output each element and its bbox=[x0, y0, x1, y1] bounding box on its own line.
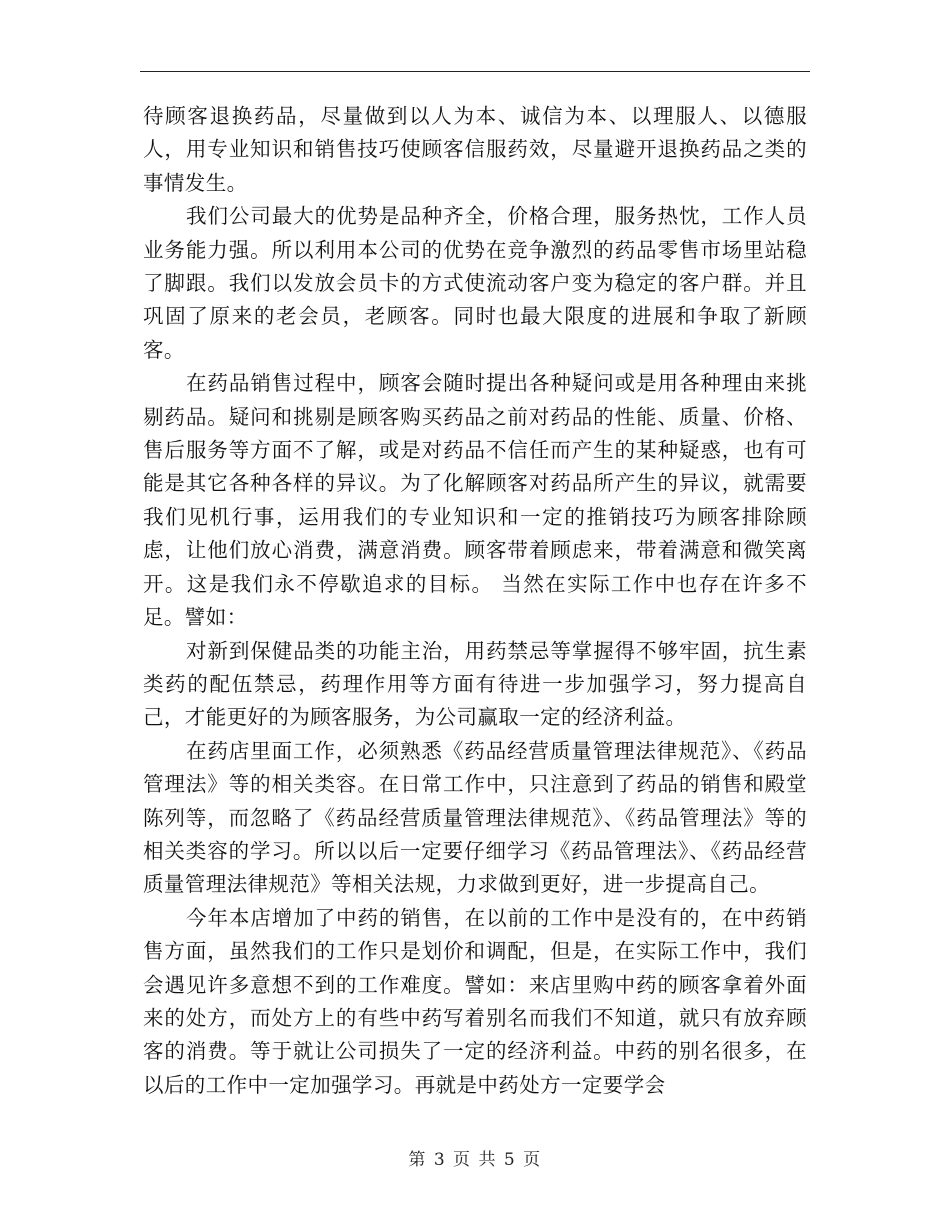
header-rule bbox=[140, 71, 810, 72]
paragraph-6: 今年本店增加了中药的销售，在以前的工作中是没有的，在中药销售方面，虽然我们的工作只是划价和调配，但是，在实际工作中，我们会遇见许多意想不到的工作难度。譬如：来店里购中药的顾客拿着外面来的处方，而处方上的有些中药写着别名而我们不知道，就只有放弃顾客的消费。等于就让公司损失了一定的经济利益。中药的别名很多，在以后的工作中一定加强学习。再就是中药处方一定要学会 bbox=[143, 905, 807, 1097]
paragraph-1: 待顾客退换药品，尽量做到以人为本、诚信为本、以理服人、以德服人，用专业知识和销售技巧使顾客信服药效，尽量避开退换药品之类的事情发生。 bbox=[143, 104, 807, 195]
document-body bbox=[143, 100, 807, 1102]
paragraph-4: 对新到保健品类的功能主治，用药禁忌等掌握得不够牢固，抗生素类药的配伍禁忌，药理作用等方面有待进一步加强学习，努力提高自己，才能更好的为顾客服务，为公司赢取一定的经济利益。 bbox=[143, 638, 807, 730]
page-number-footer: 第 3 页 共 5 页 bbox=[408, 1150, 542, 1170]
paragraph-5: 在药店里面工作，必须熟悉《药品经营质量管理法律规范》、《药品管理法》等的相关类容。在日常工作中，只注意到了药品的销售和殿堂陈列等，而忽略了《药品经营质量管理法律规范》、《药品管理法》等的相关类容的学习。所以以后一定要仔细学习《药品管理法》、《药品经营质量管理法律规范》等相关法规，力求做到更好，进一步提高自己。 bbox=[143, 738, 807, 897]
paragraph-3: 在药品销售过程中，顾客会随时提出各种疑问或是用各种理由来挑剔药品。疑问和挑剔是顾客购买药品之前对药品的性能、质量、价格、售后服务等方面不了解，或是对药品不信任而产生的某种疑惑，也有可能是其它各种各样的异议。为了化解顾客对药品所产生的异议，就需要我们见机行事，运用我们的专业知识和一定的推销技巧为顾客排除顾虑，让他们放心消费，满意消费。顾客带着顾虑来，带着满意和微笑离开。这是我们永不停歇追求的目标。 当然在实际工作中也存在许多不足。譬如： bbox=[143, 371, 807, 630]
paragraph-2: 我们公司最大的优势是品种齐全，价格合理，服务热忱，工作人员业务能力强。所以利用本公司的优势在竞争激烈的药品零售市场里站稳了脚跟。我们以发放会员卡的方式使流动客户变为稳定的客户群。并且巩固了原来的老会员，老顾客。同时也最大限度的进展和争取了新顾客。 bbox=[143, 204, 807, 362]
